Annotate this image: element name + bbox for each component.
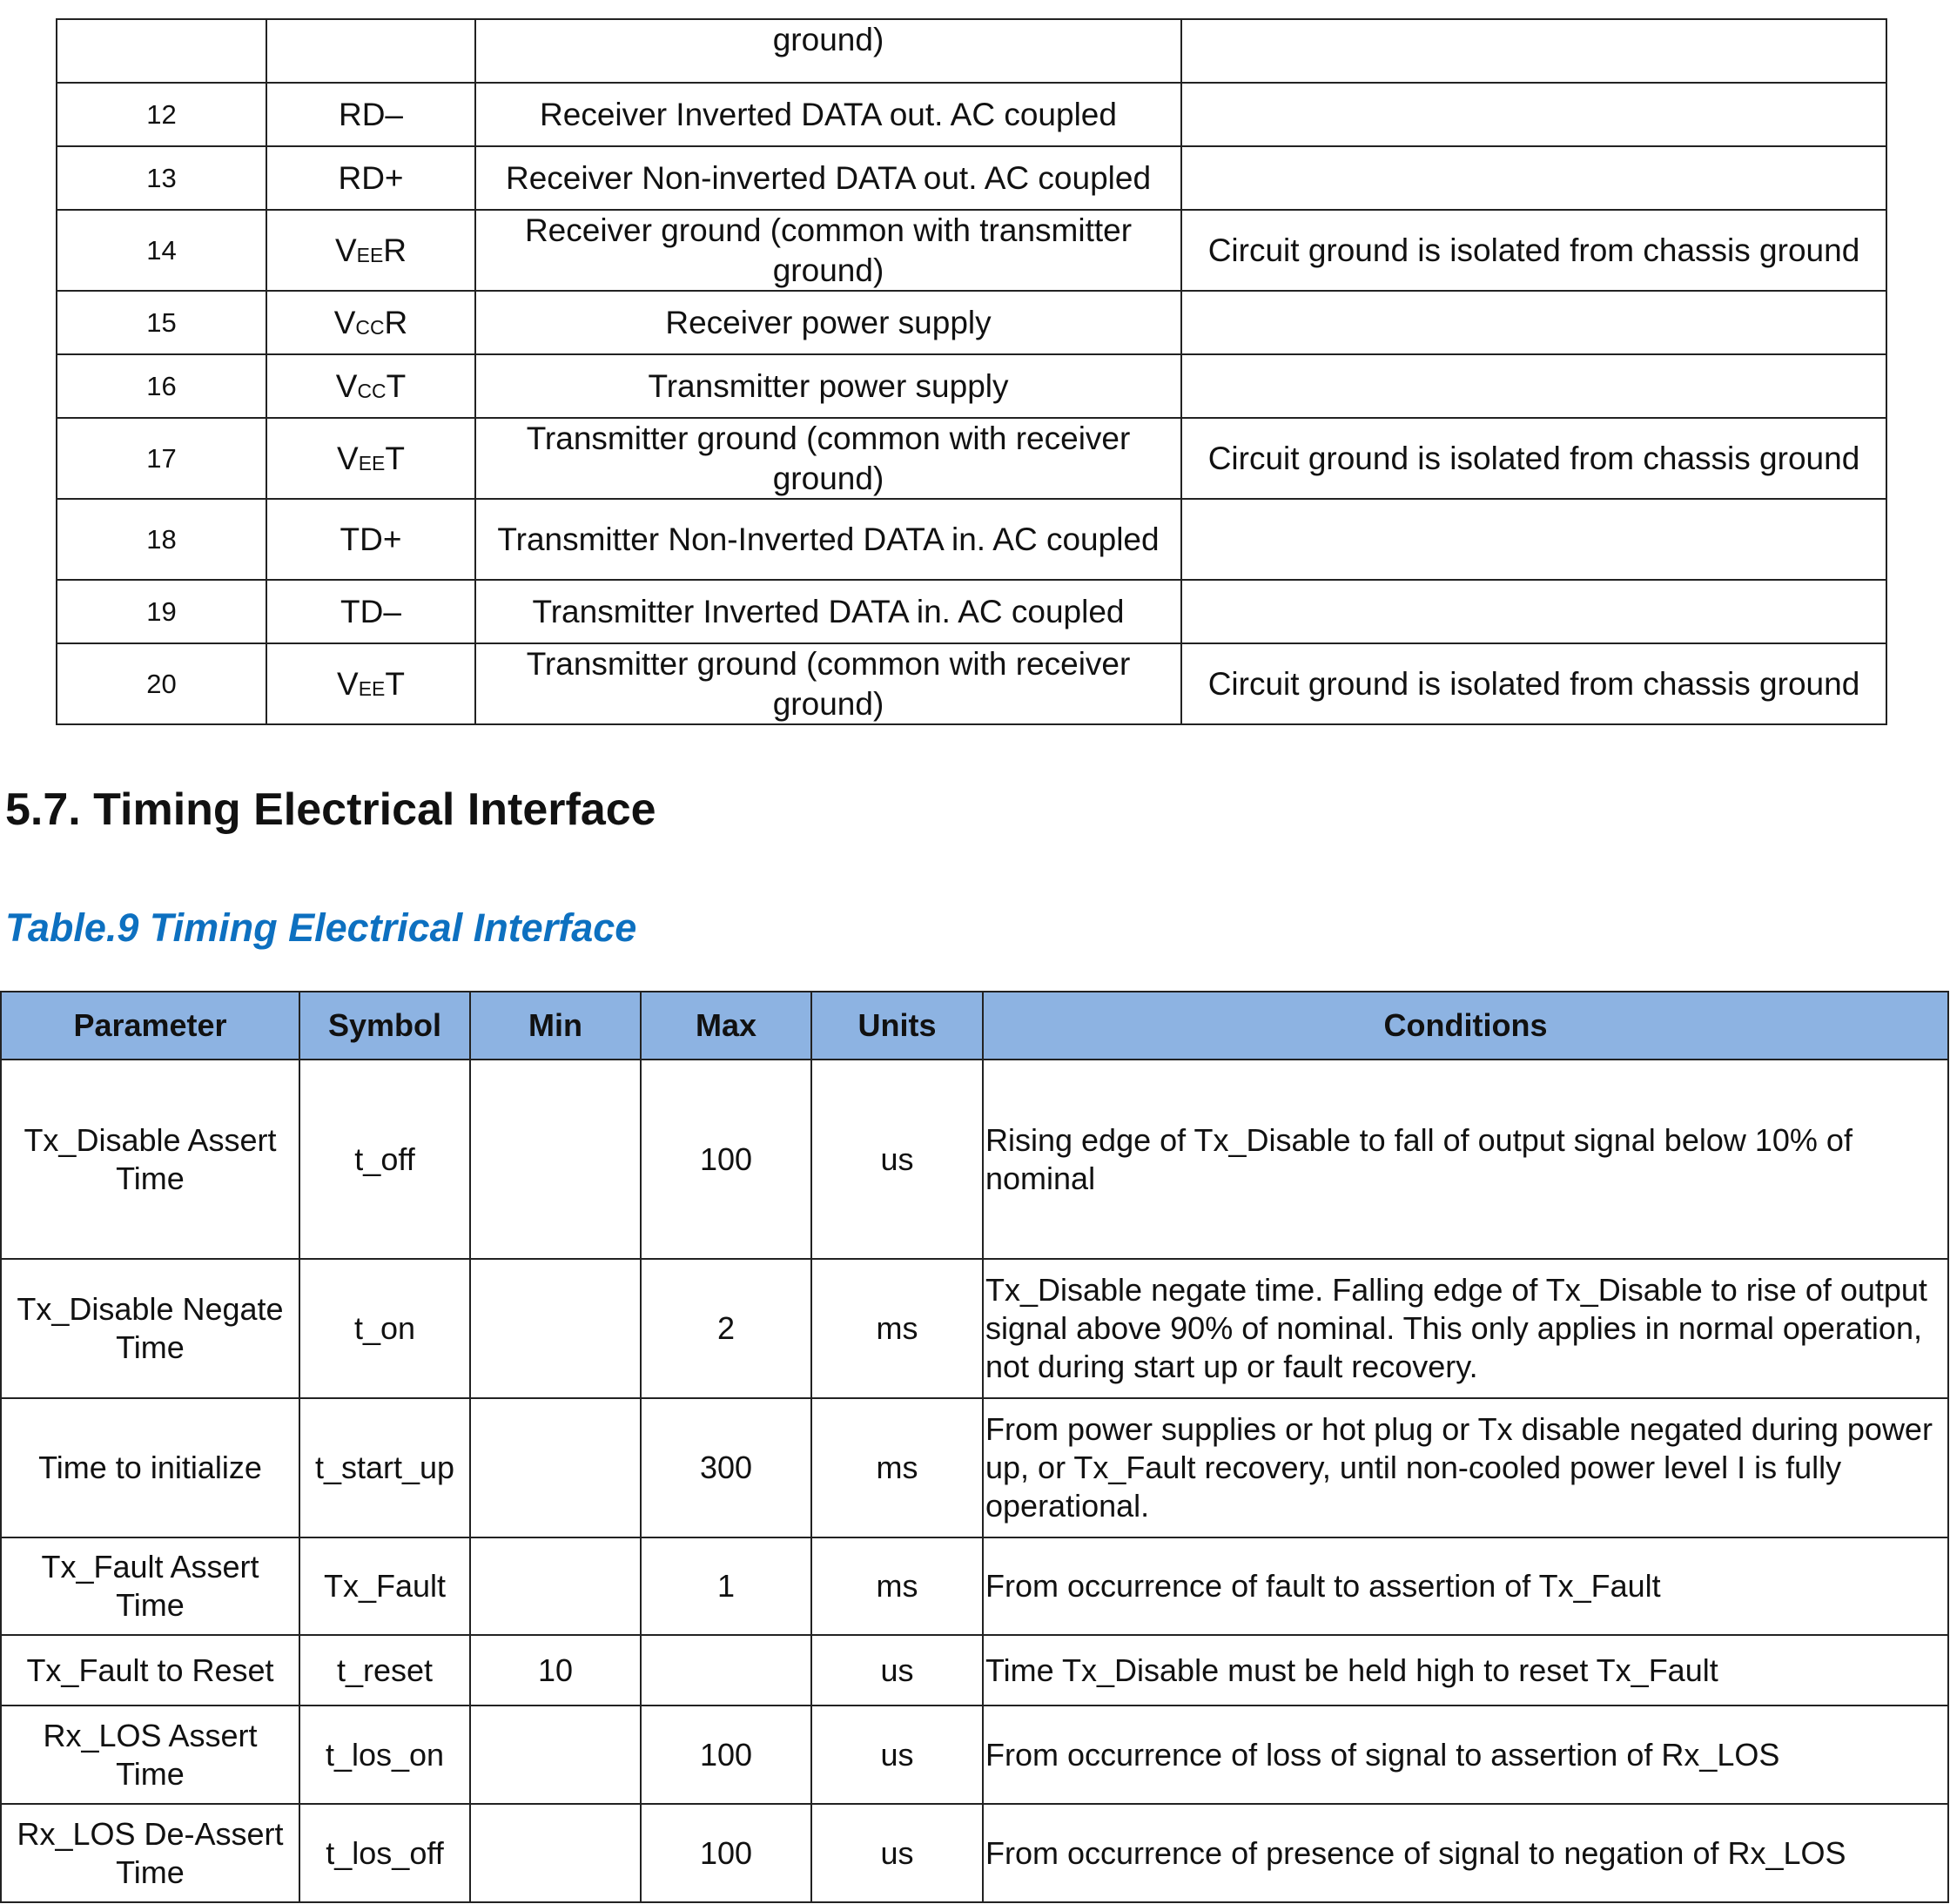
pin-number: 16 <box>57 354 266 418</box>
conditions-cell: From occurrence of fault to assertion of Tx_Fault <box>983 1537 1948 1635</box>
parameter-cell: Tx_Disable Assert Time <box>1 1060 299 1259</box>
pin-name <box>266 19 475 83</box>
pin-notes <box>1181 19 1886 83</box>
pin-name-tail: R <box>383 232 407 268</box>
table-row <box>1 1635 1948 1706</box>
pin-row <box>57 19 1886 83</box>
pin-number: 19 <box>57 580 266 643</box>
symbol-cell: Tx_Fault <box>299 1537 470 1635</box>
conditions-cell: From occurrence of presence of signal to negation of Rx_LOS <box>983 1804 1948 1902</box>
pin-number: 20 <box>57 643 266 724</box>
pin-name-main: V <box>334 232 357 268</box>
pin-name-main: TD+ <box>340 521 402 557</box>
column-header-conditions: Conditions <box>983 992 1948 1060</box>
pin-name <box>266 291 475 354</box>
parameter-cell: Tx_Disable Negate Time <box>1 1259 299 1398</box>
pin-name <box>266 146 475 210</box>
pin-name-main: TD– <box>340 593 401 629</box>
units-cell: us <box>811 1804 983 1902</box>
symbol-cell: t_on <box>299 1259 470 1398</box>
pin-name-sub: EE <box>358 677 386 701</box>
column-header-symbol: Symbol <box>299 992 470 1060</box>
pin-name-sub: CC <box>355 316 385 340</box>
conditions-cell: Tx_Disable negate time. Falling edge of Tx_Disable to rise of output signal above 90% of nominal. This only applies in normal operation, not during start up or fault recovery. <box>983 1259 1948 1398</box>
pin-row <box>57 643 1886 724</box>
pin-notes <box>1181 499 1886 580</box>
units-cell: ms <box>811 1259 983 1398</box>
pin-notes <box>1181 354 1886 418</box>
table-row <box>1 1537 1948 1635</box>
column-header-units: Units <box>811 992 983 1060</box>
pin-name-tail: R <box>384 304 408 340</box>
timing-electrical-table <box>0 991 1949 1903</box>
pin-row <box>57 580 1886 643</box>
pin-number: 15 <box>57 291 266 354</box>
pin-function: ground) <box>475 19 1181 83</box>
pin-function: Transmitter ground (common with receiver ground) <box>475 418 1181 499</box>
table-row <box>1 1398 1948 1537</box>
units-cell: us <box>811 1706 983 1804</box>
min-cell <box>470 1706 641 1804</box>
pin-row <box>57 291 1886 354</box>
pin-name-sub: CC <box>357 380 387 403</box>
column-header-min: Min <box>470 992 641 1060</box>
pin-row <box>57 418 1886 499</box>
max-cell <box>641 1635 811 1706</box>
table-row <box>1 1060 1948 1259</box>
units-cell: ms <box>811 1537 983 1635</box>
pin-notes <box>1181 83 1886 146</box>
pin-name-tail: T <box>385 440 405 476</box>
pin-function: Transmitter power supply <box>475 354 1181 418</box>
max-cell: 100 <box>641 1706 811 1804</box>
pin-number: 12 <box>57 83 266 146</box>
conditions-cell: Rising edge of Tx_Disable to fall of output signal below 10% of nominal <box>983 1060 1948 1259</box>
pin-name <box>266 83 475 146</box>
parameter-cell: Tx_Fault to Reset <box>1 1635 299 1706</box>
min-cell <box>470 1804 641 1902</box>
pin-function: Receiver Inverted DATA out. AC coupled <box>475 83 1181 146</box>
pin-notes: Circuit ground is isolated from chassis ground <box>1181 210 1886 291</box>
pin-name-main: RD+ <box>338 159 404 196</box>
min-cell: 10 <box>470 1635 641 1706</box>
pin-name-main: V <box>333 304 356 340</box>
table-row <box>1 1804 1948 1902</box>
pin-function: Transmitter Non-Inverted DATA in. AC coupled <box>475 499 1181 580</box>
pin-notes: Circuit ground is isolated from chassis ground <box>1181 643 1886 724</box>
pin-number: 13 <box>57 146 266 210</box>
pin-name-main: V <box>335 367 358 404</box>
pin-name <box>266 580 475 643</box>
pin-notes <box>1181 291 1886 354</box>
max-cell: 2 <box>641 1259 811 1398</box>
units-cell: ms <box>811 1398 983 1537</box>
min-cell <box>470 1060 641 1259</box>
pin-name-tail: T <box>386 367 407 404</box>
section-heading: 5.7. Timing Electrical Interface <box>5 784 656 835</box>
pin-notes <box>1181 146 1886 210</box>
max-cell: 300 <box>641 1398 811 1537</box>
max-cell: 1 <box>641 1537 811 1635</box>
pin-row <box>57 210 1886 291</box>
pin-notes <box>1181 580 1886 643</box>
table-row <box>1 1259 1948 1398</box>
symbol-cell: t_los_on <box>299 1706 470 1804</box>
parameter-cell: Rx_LOS De-Assert Time <box>1 1804 299 1902</box>
pin-name-main: RD– <box>338 96 404 132</box>
symbol-cell: t_los_off <box>299 1804 470 1902</box>
symbol-cell: t_start_up <box>299 1398 470 1537</box>
pin-row <box>57 83 1886 146</box>
symbol-cell: t_off <box>299 1060 470 1259</box>
pin-number: 14 <box>57 210 266 291</box>
pin-name-main: V <box>337 440 359 476</box>
pin-name-tail: T <box>385 665 405 702</box>
pin-name <box>266 210 475 291</box>
pin-function: Transmitter ground (common with receiver ground) <box>475 643 1181 724</box>
pin-assignment-table <box>56 18 1887 725</box>
max-cell: 100 <box>641 1804 811 1902</box>
pin-name <box>266 499 475 580</box>
min-cell <box>470 1398 641 1537</box>
symbol-cell: t_reset <box>299 1635 470 1706</box>
pin-row <box>57 146 1886 210</box>
pin-number <box>57 19 266 83</box>
pin-number: 18 <box>57 499 266 580</box>
pin-function: Receiver ground (common with transmitter ground) <box>475 210 1181 291</box>
parameter-cell: Time to initialize <box>1 1398 299 1537</box>
table-row <box>1 1706 1948 1804</box>
pin-function: Transmitter Inverted DATA in. AC coupled <box>475 580 1181 643</box>
pin-number: 17 <box>57 418 266 499</box>
table-caption: Table.9 Timing Electrical Interface <box>5 905 637 950</box>
pin-row <box>57 499 1886 580</box>
min-cell <box>470 1537 641 1635</box>
pin-row <box>57 354 1886 418</box>
min-cell <box>470 1259 641 1398</box>
pin-function: Receiver Non-inverted DATA out. AC coupled <box>475 146 1181 210</box>
conditions-cell: Time Tx_Disable must be held high to reset Tx_Fault <box>983 1635 1948 1706</box>
pin-name-sub: EE <box>356 244 384 267</box>
conditions-cell: From occurrence of loss of signal to assertion of Rx_LOS <box>983 1706 1948 1804</box>
units-cell: us <box>811 1635 983 1706</box>
parameter-cell: Rx_LOS Assert Time <box>1 1706 299 1804</box>
pin-name <box>266 354 475 418</box>
pin-name-sub: EE <box>358 452 386 475</box>
parameter-cell: Tx_Fault Assert Time <box>1 1537 299 1635</box>
column-header-max: Max <box>641 992 811 1060</box>
units-cell: us <box>811 1060 983 1259</box>
max-cell: 100 <box>641 1060 811 1259</box>
column-header-parameter: Parameter <box>1 992 299 1060</box>
pin-notes: Circuit ground is isolated from chassis ground <box>1181 418 1886 499</box>
pin-name <box>266 418 475 499</box>
table-header-row <box>1 992 1948 1060</box>
pin-function: Receiver power supply <box>475 291 1181 354</box>
pin-name-main: V <box>337 665 359 702</box>
conditions-cell: From power supplies or hot plug or Tx disable negated during power up, or Tx_Fault recovery, until non-cooled power level I is fully operational. <box>983 1398 1948 1537</box>
pin-name <box>266 643 475 724</box>
